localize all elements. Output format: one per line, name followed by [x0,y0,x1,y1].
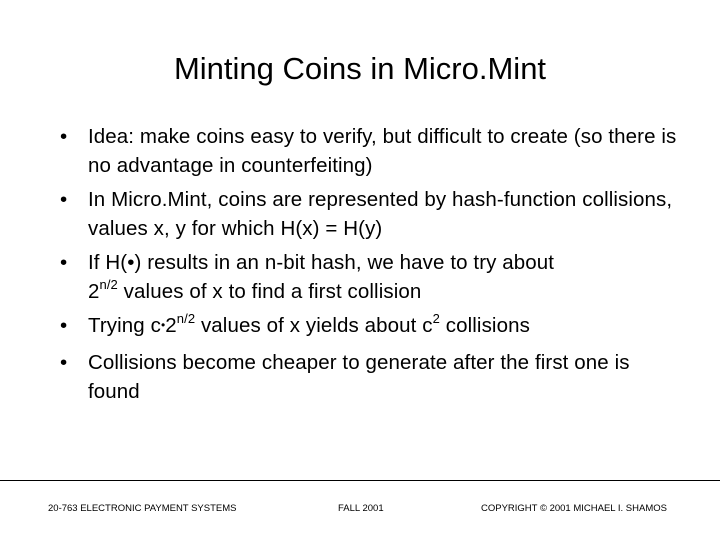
bullet-item [60,248,680,306]
bullet-text-part: values of x yields about c [195,314,433,337]
power-base: 2 [165,314,177,337]
exponent: n/2 [99,277,118,293]
bullet-marker: • [60,251,68,274]
bullet-text-part: collisions [439,314,530,337]
bullet-text-part: Trying c [88,314,161,337]
footer-term: FALL 2001 [338,503,384,514]
slide-title: Minting Coins in Micro.Mint [173,51,547,86]
bullet-item [60,311,680,343]
bullet-text: In Micro.Mint, coins are represented by hash-function collisions, values x, y for which H(x) = H(y) [88,188,673,240]
bullet-item [60,122,680,180]
bullet-list [60,122,680,411]
multiplication-dot: • [160,318,166,332]
footer-divider [0,480,720,481]
bullet-text-part: ) results in an n-bit hash, we have to try about [134,251,555,274]
bullet-item [60,185,680,243]
power-base: 2 [88,280,100,303]
bullet-marker: • [60,125,68,148]
bullet-text-part: If H( [88,251,128,274]
footer-copyright: COPYRIGHT © 2001 MICHAEL I. SHAMOS [481,503,667,514]
bullet-marker: • [60,351,68,374]
bullet-text-part: values of x to find a first collision [117,280,422,303]
bullet-item [60,348,680,406]
footer-course: 20-763 ELECTRONIC PAYMENT SYSTEMS [48,503,237,514]
bullet-marker: • [60,188,68,211]
bullet-marker: • [60,314,68,337]
bullet-text: Collisions become cheaper to generate after the first one is found [88,351,630,403]
bullet-text: Idea: make coins easy to verify, but difficult to create (so there is no advantage in counterfeiting) [88,125,677,177]
exponent: n/2 [176,311,196,327]
exponent: 2 [432,311,440,327]
function-argument-dot: • [127,251,135,274]
